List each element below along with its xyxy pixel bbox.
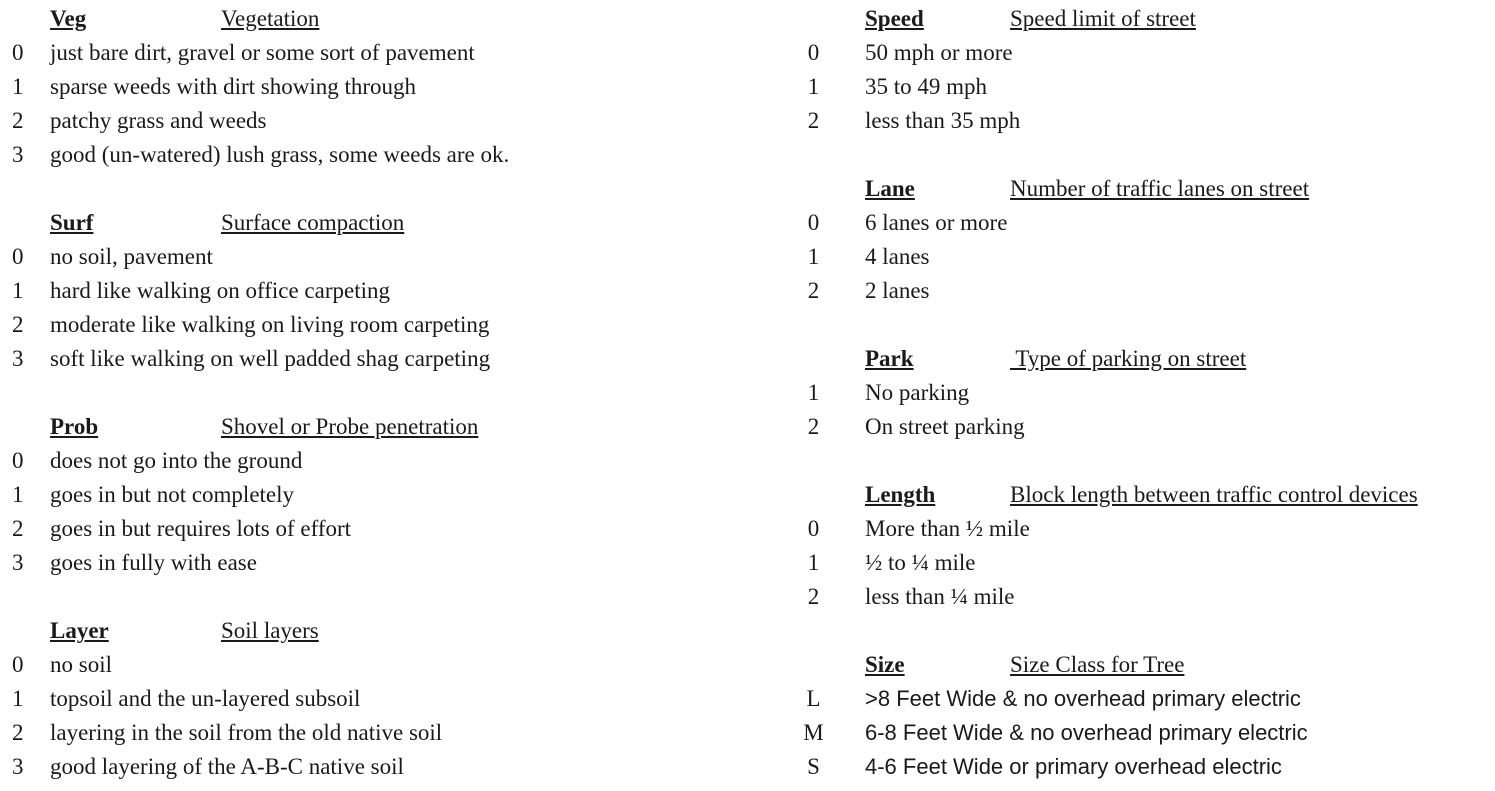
row-code: 2	[807, 108, 820, 133]
row-code: 0	[12, 244, 24, 269]
legend-row	[0, 716, 740, 750]
legend-section	[780, 342, 1495, 444]
section-header	[0, 206, 740, 240]
row-code: 3	[12, 346, 24, 371]
section-abbreviation: Size	[865, 652, 905, 677]
row-description: layering in the soil from the old native soil	[50, 720, 443, 745]
legend-row	[0, 750, 740, 784]
legend-row	[0, 682, 740, 716]
row-code: 1	[12, 74, 24, 99]
row-description: soft like walking on well padded shag carpeting	[50, 346, 491, 371]
section-abbreviation: Speed	[865, 6, 924, 31]
row-description: does not go into the ground	[50, 448, 303, 473]
row-description: More than ½ mile	[865, 516, 1030, 541]
row-description: goes in but not completely	[50, 482, 295, 507]
legend-row	[780, 750, 1495, 784]
row-code: 1	[807, 74, 820, 99]
legend-row	[0, 648, 740, 682]
row-description: sparse weeds with dirt showing through	[50, 74, 417, 99]
legend-section	[0, 2, 740, 172]
row-code: 1	[807, 550, 820, 575]
legend-row	[780, 580, 1495, 614]
section-abbreviation: Prob	[50, 414, 99, 439]
row-code: 3	[12, 550, 24, 575]
section-title: Soil layers	[221, 618, 319, 643]
section-abbreviation: Park	[865, 346, 914, 371]
legend-row	[0, 512, 740, 546]
row-description: just bare dirt, gravel or some sort of pavement	[50, 40, 475, 65]
row-code: 3	[12, 754, 24, 779]
legend-section	[780, 478, 1495, 614]
legend-row	[0, 36, 740, 70]
legend-section	[0, 410, 740, 580]
legend-row	[780, 240, 1495, 274]
section-header	[0, 2, 740, 36]
legend-row	[0, 478, 740, 512]
legend-row	[0, 240, 740, 274]
row-description: On street parking	[865, 414, 1025, 439]
legend-row	[780, 376, 1495, 410]
section-spacer	[0, 172, 740, 206]
row-code: 1	[807, 380, 820, 405]
section-title: Type of parking on street	[1010, 346, 1247, 371]
row-description: No parking	[865, 380, 970, 405]
row-code: 0	[12, 40, 24, 65]
legend-row	[780, 512, 1495, 546]
legend-row	[780, 70, 1495, 104]
row-description: goes in but requires lots of effort	[50, 516, 352, 541]
row-code: 0	[807, 210, 820, 235]
section-spacer	[0, 376, 740, 410]
legend-row	[780, 36, 1495, 70]
section-header	[780, 2, 1495, 36]
row-description: hard like walking on office carpeting	[50, 278, 390, 303]
legend-section	[0, 614, 740, 784]
row-description: >8 Feet Wide & no overhead primary electric	[865, 686, 1301, 711]
row-code: 0	[807, 40, 820, 65]
row-code: 0	[12, 652, 24, 677]
section-header	[780, 648, 1495, 682]
row-description: good layering of the A-B-C native soil	[50, 754, 404, 779]
legend-section	[0, 206, 740, 376]
row-description: 6-8 Feet Wide & no overhead primary electric	[865, 720, 1308, 745]
row-code: 0	[12, 448, 24, 473]
left-column	[0, 2, 740, 784]
row-code: 0	[807, 516, 820, 541]
row-code: 1	[12, 278, 24, 303]
section-title: Speed limit of street	[1010, 6, 1196, 31]
section-abbreviation: Lane	[865, 176, 915, 201]
section-header	[0, 614, 740, 648]
row-code: 1	[12, 482, 24, 507]
row-description: good (un-watered) lush grass, some weeds are ok.	[50, 142, 510, 167]
row-description: 6 lanes or more	[865, 210, 1008, 235]
section-title: Surface compaction	[221, 210, 405, 235]
row-description: less than ¼ mile	[865, 584, 1015, 609]
legend-row	[0, 70, 740, 104]
row-description: no soil	[50, 652, 112, 677]
legend-section	[780, 2, 1495, 138]
row-description: patchy grass and weeds	[50, 108, 267, 133]
row-description: 2 lanes	[865, 278, 930, 303]
row-description: less than 35 mph	[865, 108, 1021, 133]
section-title: Shovel or Probe penetration	[221, 414, 479, 439]
section-header	[780, 172, 1495, 206]
legend-row	[0, 274, 740, 308]
row-code: 2	[12, 720, 24, 745]
row-code: L	[806, 686, 821, 711]
section-header	[0, 410, 740, 444]
legend-row	[0, 444, 740, 478]
row-code: 1	[807, 244, 820, 269]
section-abbreviation: Surf	[50, 210, 94, 235]
legend-row	[0, 138, 740, 172]
row-code: 3	[12, 142, 24, 167]
section-abbreviation: Layer	[50, 618, 109, 643]
legend-row	[780, 104, 1495, 138]
row-code: 2	[807, 414, 820, 439]
row-description: no soil, pavement	[50, 244, 213, 269]
legend-row	[0, 104, 740, 138]
section-abbreviation: Veg	[50, 6, 87, 31]
legend-section	[780, 648, 1495, 784]
row-code: S	[807, 754, 820, 779]
section-title: Number of traffic lanes on street	[1010, 176, 1310, 201]
row-code: 2	[807, 584, 820, 609]
row-code: 2	[12, 108, 24, 133]
section-spacer	[0, 580, 740, 614]
legend-row	[0, 546, 740, 580]
section-title: Block length between traffic control devices	[1010, 482, 1418, 507]
legend-row	[0, 308, 740, 342]
legend-row	[780, 716, 1495, 750]
legend-row	[780, 682, 1495, 716]
row-code: 2	[12, 516, 24, 541]
row-description: 35 to 49 mph	[865, 74, 988, 99]
section-header	[780, 478, 1495, 512]
section-header	[780, 342, 1495, 376]
section-spacer	[780, 614, 1495, 648]
legend-row	[780, 546, 1495, 580]
row-description: ½ to ¼ mile	[865, 550, 976, 575]
legend-row	[780, 206, 1495, 240]
row-description: 50 mph or more	[865, 40, 1013, 65]
legend-row	[780, 410, 1495, 444]
right-column	[780, 2, 1495, 784]
row-code: 2	[12, 312, 24, 337]
row-description: moderate like walking on living room carpeting	[50, 312, 490, 337]
section-spacer	[780, 444, 1495, 478]
section-title: Vegetation	[221, 6, 320, 31]
row-code: 1	[12, 686, 24, 711]
row-code: 2	[807, 278, 820, 303]
row-code: M	[803, 720, 824, 745]
section-spacer	[780, 138, 1495, 172]
legend-row	[780, 274, 1495, 308]
row-description: topsoil and the un-layered subsoil	[50, 686, 361, 711]
section-abbreviation: Length	[865, 482, 936, 507]
row-description: 4 lanes	[865, 244, 930, 269]
row-description: goes in fully with ease	[50, 550, 257, 575]
section-title: Size Class for Tree	[1010, 652, 1185, 677]
legend-section	[780, 172, 1495, 308]
legend-row	[0, 342, 740, 376]
row-description: 4-6 Feet Wide or primary overhead electric	[865, 754, 1282, 779]
section-spacer	[780, 308, 1495, 342]
